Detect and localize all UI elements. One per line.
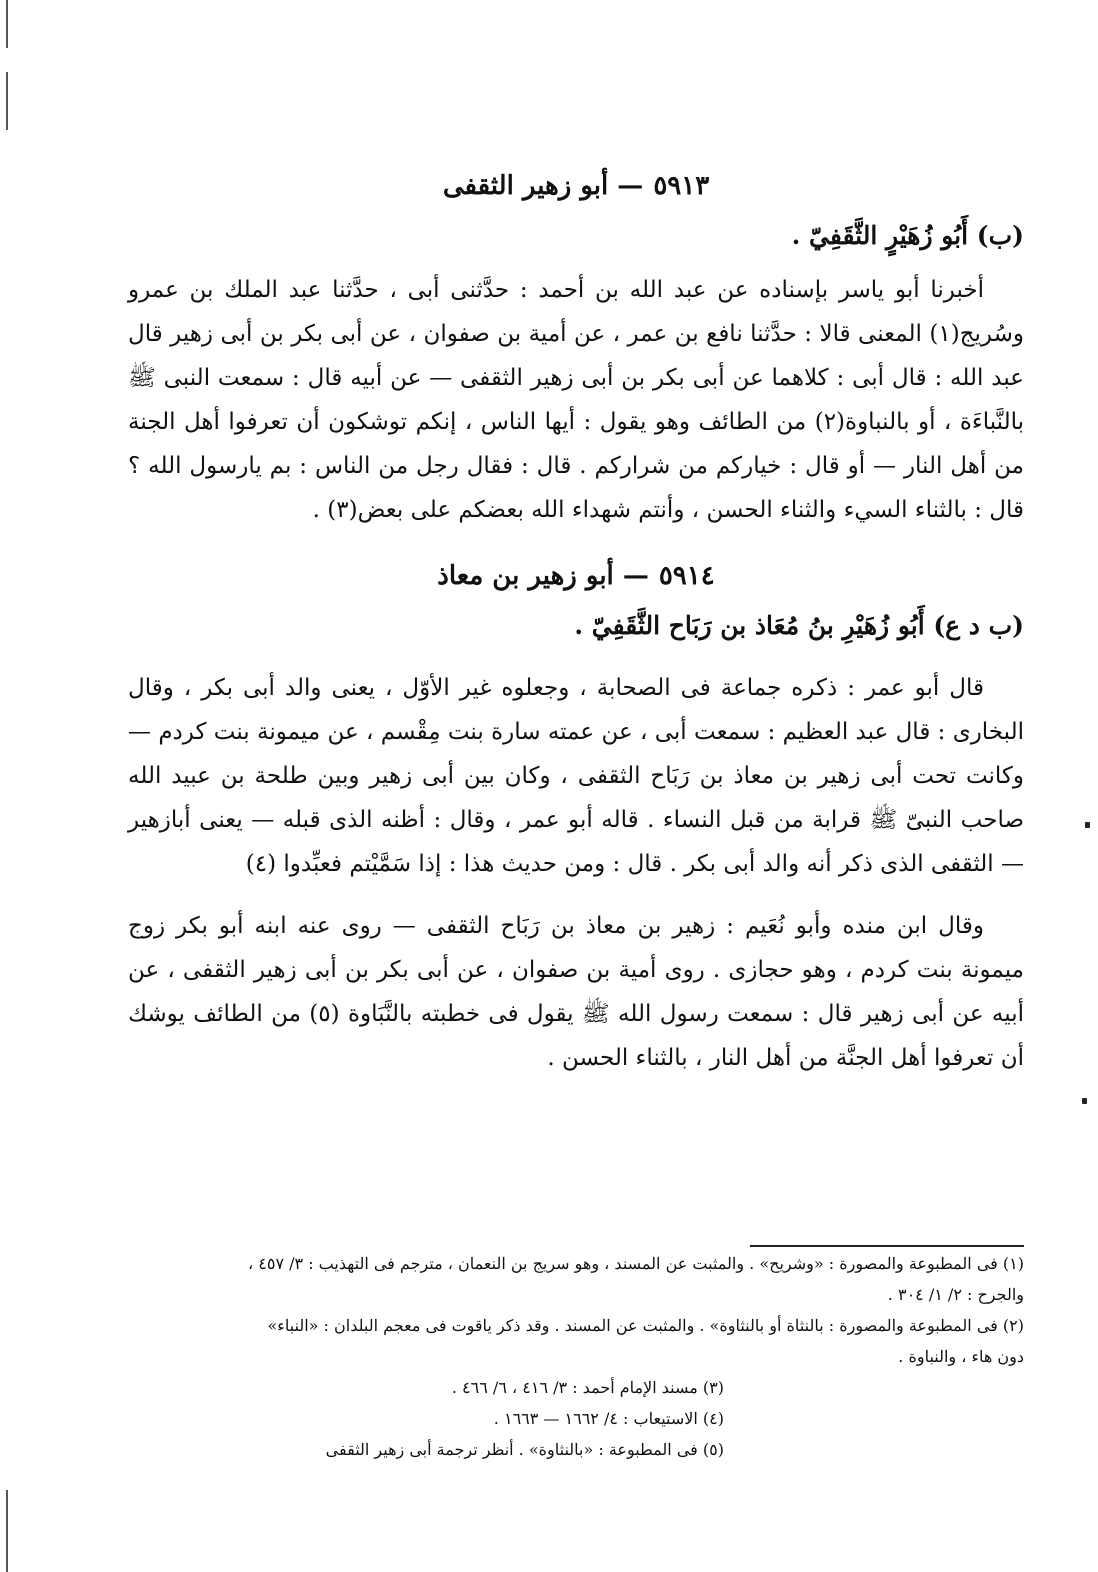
entry-name-line: (ب د ع) أَبُو زُهَيْرِ بنُ مُعَاذ بن رَبَاح الثَّقَفِيّ . bbox=[574, 611, 1024, 640]
document-page bbox=[128, 160, 1024, 1080]
entry-title-text: — أبو زهير بن معاذ bbox=[437, 561, 649, 591]
entry-heading bbox=[128, 550, 1024, 602]
entry-number: ٥٩١٤ bbox=[658, 561, 715, 591]
footnote-separator bbox=[750, 1245, 1024, 1247]
margin-mark bbox=[1082, 1098, 1087, 1104]
scan-edge-bottom bbox=[6, 1490, 8, 1572]
footnote-1-continued: والجرح : ٢/ ١/ ٣٠٤ . bbox=[887, 1285, 1024, 1304]
margin-mark bbox=[1085, 822, 1090, 828]
footnote-5: (٥) فى المطبوعة : «بالنثاوة» . أنظر ترجمة أبى زهير الثقفى bbox=[325, 1440, 724, 1459]
entry-heading bbox=[128, 160, 1024, 212]
entry-paragraph: وقال ابن منده وأبو نُعَيم : زهير بن معاذ بن رَبَاح الثقفى — روى عنه ابنه أبو بكر زوج ميمونة بنت كردم ، وهو حجازى . روى أمية بن صفوان ، عن أبى بكر بن أبى زهير الثقفى ، عن أبيه عن أبى زهير قال : سمعت رسول الله ﷺ يقول فى خطبته بالنَّبَاوة (٥) من الطائف يوشك أن تعرفوا أهل الجنَّة من أهل النار ، بالثناء الحسن . bbox=[128, 913, 1024, 1071]
entry-5913 bbox=[128, 160, 1024, 532]
entry-5914 bbox=[128, 550, 1024, 1080]
footnotes bbox=[128, 1248, 1024, 1465]
entry-title-text: — أبو زهير الثقفى bbox=[442, 171, 644, 201]
footnote-3: (٣) مسند الإمام أحمد : ٣/ ٤١٦ ، ٦/ ٤٦٦ . bbox=[451, 1378, 724, 1397]
footnote-1: (١) فى المطبوعة والمصورة : «وشريح» . والمثبت عن المسند ، وهو سريج بن النعمان ، مترجم فى التهذيب : ٣/ ٤٥٧ ، bbox=[248, 1254, 1024, 1273]
scan-edge-upper bbox=[6, 72, 8, 130]
scan-edge-top bbox=[6, 0, 8, 48]
footnote-2-continued: دون هاء ، والنباوة . bbox=[898, 1347, 1024, 1366]
entry-number: ٥٩١٣ bbox=[653, 171, 710, 201]
footnote-2: (٢) فى المطبوعة والمصورة : بالنثاة أو بالنثاوة» . والمثبت عن المسند . وقد ذكر ياقوت فى معجم البلدان : «النباء» bbox=[267, 1316, 1024, 1335]
footnote-4: (٤) الاستيعاب : ٤/ ١٦٦٢ — ١٦٦٣ . bbox=[493, 1409, 724, 1428]
entry-paragraph: أخبرنا أبو ياسر بإسناده عن عبد الله بن أحمد : حدَّثنى أبى ، حدَّثنا عبد الملك بن عمرو وسُريج(١) المعنى قالا : حدَّثنا نافع بن عمر ، عن أمية بن صفوان ، عن أبى بكر بن أبى زهير قال عبد الله : قال أبى : كلاهما عن أبى بكر بن أبى زهير الثقفى — عن أبيه قال : سمعت النبى ﷺ بالنَّباءَة ، أو بالنباوة(٢) من الطائف وهو يقول : أيها الناس ، إنكم توشكون أن تعرفوا أهل الجنة من أهل النار — أو قال : خياركم من شراركم . قال : فقال رجل من الناس : بم يارسول الله ؟ قال : بالثناء السيء والثناء الحسن ، وأنتم شهداء الله بعضكم على بعض(٣) . bbox=[128, 277, 1024, 523]
entry-name-line: (ب) أَبُو زُهَيْرٍ الثَّقَفِيّ . bbox=[791, 221, 1024, 250]
entry-paragraph: قال أبو عمر : ذكره جماعة فى الصحابة ، وجعلوه غير الأوّل ، يعنى والد أبى بكر ، وقال البخارى : قال عبد العظيم : سمعت أبى ، عن عمته سارة بنت مِقْسم ، عن ميمونة بنت كردم — وكانت تحت أبى زهير بن معاذ بن رَبَاح الثقفى ، وكان بين أبى زهير وبين طلحة بن عبيد الله صاحب النبىّ ﷺ قرابة من قبل النساء . قاله أبو عمر ، وقال : أظنه الذى قبله — يعنى أبازهير — الثقفى الذى ذكر أنه والد أبى بكر . قال : ومن حديث هذا : إذا سَمَّيْتم فعبِّدوا (٤) bbox=[128, 675, 1024, 877]
